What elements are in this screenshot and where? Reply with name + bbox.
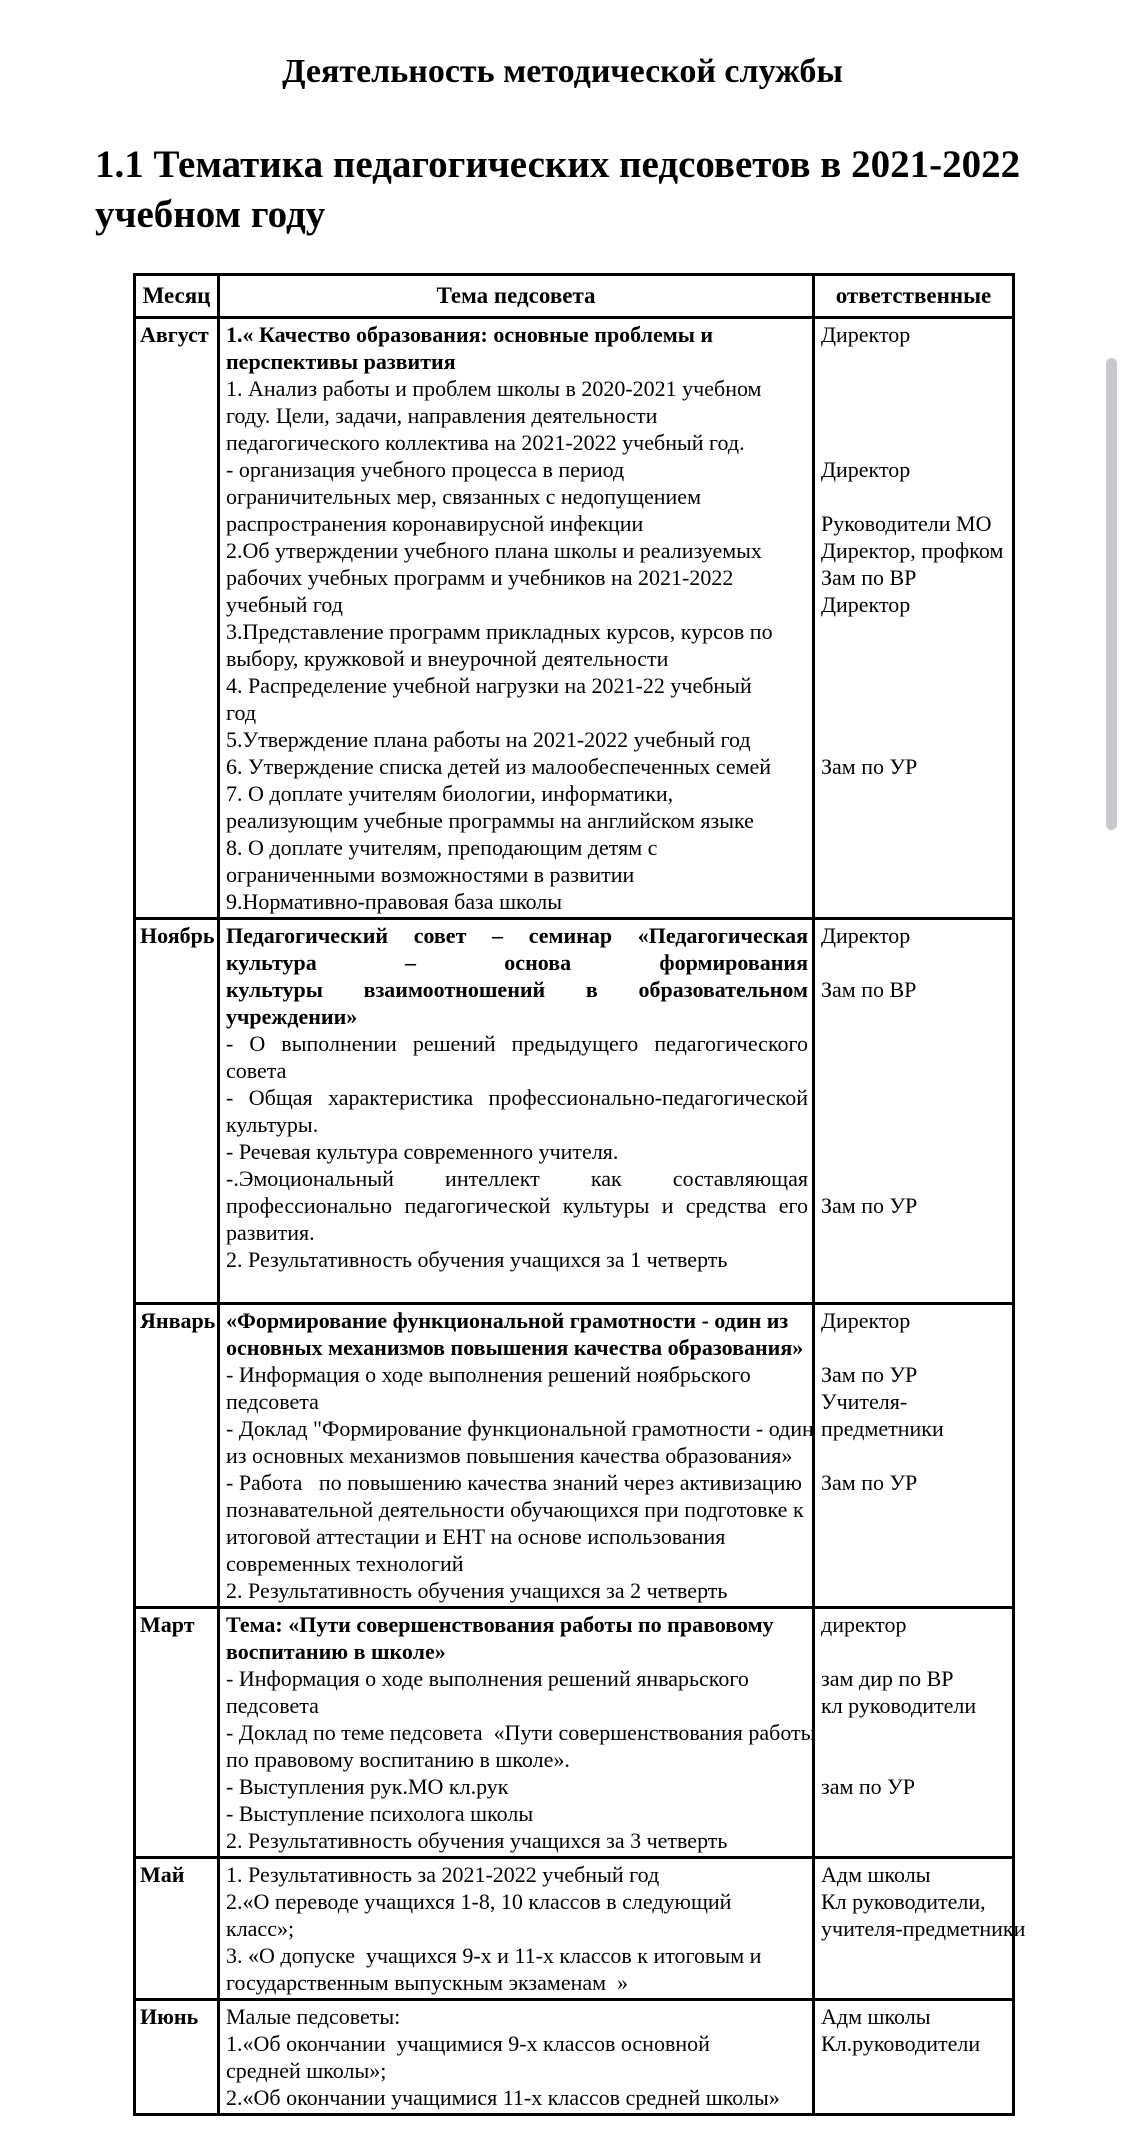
responsible-line xyxy=(821,1084,1008,1111)
responsible-line: Зам по УР xyxy=(821,1470,918,1495)
responsible-line: предметники xyxy=(821,1416,944,1441)
topic-line: воспитанию в школе» xyxy=(226,1639,446,1664)
topic-line: профессионально педагогической культуры и средства его xyxy=(226,1193,808,1218)
responsible-line: Зам по ВР xyxy=(821,565,917,590)
responsible-line: кл руководители xyxy=(821,1693,977,1718)
month-cell: Ноябрь xyxy=(135,919,219,1304)
table-header-row xyxy=(135,275,1014,318)
topic-line: - организация учебного процесса в период xyxy=(226,457,625,482)
topic-line: средней школы»; xyxy=(226,2058,387,2083)
responsible-cell xyxy=(814,1304,1014,1608)
topic-line: распространения коронавирусной инфекции xyxy=(226,511,644,536)
responsible-line xyxy=(821,1138,1008,1165)
topic-line: 1. Анализ работы и проблем школы в 2020-2021 учебном xyxy=(226,376,762,401)
topic-line: 6. Утверждение списка детей из малообеспеченных семей xyxy=(226,754,772,779)
topic-line: Малые педсоветы: xyxy=(226,2004,401,2029)
topic-cell xyxy=(219,919,814,1304)
topic-line: перспективы развития xyxy=(226,349,456,374)
topic-line: учебный год xyxy=(226,592,343,617)
topic-line: ограниченными возможностями в развитии xyxy=(226,862,635,887)
responsible-line: Зам по ВР xyxy=(821,977,917,1002)
responsible-line xyxy=(821,1442,1008,1469)
responsible-line: Руководители МО xyxy=(821,511,992,536)
topic-line: по правовому воспитанию в школе». xyxy=(226,1747,570,1772)
responsible-line xyxy=(821,699,1008,726)
topic-line: 3.Представление программ прикладных курсов, курсов по xyxy=(226,619,773,644)
responsible-line: Директор xyxy=(821,592,911,617)
responsible-line xyxy=(821,429,1008,456)
topic-line: 2.Об утверждении учебного плана школы и реализуемых xyxy=(226,538,762,563)
responsible-cell xyxy=(814,318,1014,919)
table-row xyxy=(135,1608,1014,1858)
topic-line: развития. xyxy=(226,1220,315,1245)
responsible-line: Директор xyxy=(821,923,911,948)
topic-line: современных технологий xyxy=(226,1551,464,1576)
topic-line: - Выступления рук.МО кл.рук xyxy=(226,1774,509,1799)
topic-line: «Формирование функциональной грамотности - один из xyxy=(226,1308,789,1333)
responsible-line xyxy=(821,672,1008,699)
topic-cell xyxy=(219,2000,814,2115)
topic-line: 2. Результативность обучения учащихся за 2 четверть xyxy=(226,1578,728,1603)
topic-line: - Выступление психолога школы xyxy=(226,1801,534,1826)
topic-line: 7. О доплате учителям биологии, информатики, xyxy=(226,781,674,806)
responsible-line xyxy=(821,1746,1008,1773)
topic-line: культуры взаимоотношений в образовательном xyxy=(226,977,808,1002)
responsible-line xyxy=(821,375,1008,402)
topic-line: 2.«О переводе учащихся 1-8, 10 классов в следующий xyxy=(226,1889,732,1914)
topic-line: 2. Результативность обучения учащихся за 3 четверть xyxy=(226,1828,728,1853)
topic-line: основных механизмов повышения качества образования» xyxy=(226,1335,804,1360)
responsible-line xyxy=(821,483,1008,510)
month-cell: Январь xyxy=(135,1304,219,1608)
topic-line: год xyxy=(226,700,257,725)
responsible-line: Директор xyxy=(821,1308,911,1333)
topic-line: культуры. xyxy=(226,1112,319,1137)
responsible-cell xyxy=(814,1608,1014,1858)
pedcouncil-table xyxy=(133,273,1026,2116)
topic-line: 1.« Качество образования: основные проблемы и xyxy=(226,322,714,347)
responsible-line xyxy=(821,1003,1008,1030)
topic-line: 2. Результативность обучения учащихся за 1 четверть xyxy=(226,1247,728,1272)
topic-line: -.Эмоциональный интеллект как составляющая xyxy=(226,1166,808,1191)
responsible-line: зам дир по ВР xyxy=(821,1666,954,1691)
responsible-line xyxy=(821,1719,1008,1746)
responsible-line xyxy=(821,402,1008,429)
topic-line: году. Цели, задачи, направления деятельности xyxy=(226,403,658,428)
responsible-line xyxy=(821,949,1008,976)
responsible-line: учителя-предметники xyxy=(821,1916,1026,1941)
topic-line: - Доклад "Формирование функциональной грамотности - один xyxy=(226,1416,814,1441)
header-responsible: ответственные xyxy=(814,275,1014,318)
topic-line: культура – основа формирования xyxy=(226,950,808,975)
topic-line: - О выполнении решений предыдущего педагогического xyxy=(226,1031,808,1056)
topic-line: 2.«Об окончании учащимися 11-х классов средней школы» xyxy=(226,2085,780,2110)
topic-line: познавательной деятельности обучающихся при подготовке к xyxy=(226,1497,804,1522)
responsible-line xyxy=(821,348,1008,375)
topic-line: 1. Результативность за 2021-2022 учебный год xyxy=(226,1862,660,1887)
responsible-cell xyxy=(814,2000,1014,2115)
topic-line: Тема: «Пути совершенствования работы по правовому xyxy=(226,1612,774,1637)
responsible-line: Адм школы xyxy=(821,1862,931,1887)
topic-line: 1.«Об окончании учащимися 9-х классов основной xyxy=(226,2031,710,2056)
month-cell: Август xyxy=(135,318,219,919)
topic-line: - Речевая культура современного учителя. xyxy=(226,1139,619,1164)
responsible-line: Кл.руководители xyxy=(821,2031,981,2056)
topic-cell xyxy=(219,1304,814,1608)
responsible-line: Директор xyxy=(821,322,911,347)
topic-line: 9.Нормативно-правовая база школы xyxy=(226,889,563,914)
responsible-line: Директор xyxy=(821,457,911,482)
responsible-line: зам по УР xyxy=(821,1774,915,1799)
topic-line: - Работа по повышению качества знаний через активизацию xyxy=(226,1470,802,1495)
table-row xyxy=(135,1304,1014,1608)
responsible-line xyxy=(821,1057,1008,1084)
scrollbar-thumb[interactable] xyxy=(1106,358,1117,830)
responsible-line: Кл руководители, xyxy=(821,1889,986,1914)
topic-cell xyxy=(219,1608,814,1858)
responsible-line xyxy=(821,1638,1008,1665)
table-body xyxy=(135,318,1026,2115)
responsible-line: Учителя- xyxy=(821,1389,908,1414)
responsible-line: Зам по УР xyxy=(821,1193,918,1218)
table-row xyxy=(135,919,1014,1304)
topic-line: совета xyxy=(226,1058,287,1083)
responsible-line: Зам по УР xyxy=(821,754,918,779)
responsible-line xyxy=(821,1334,1008,1361)
header-month: Месяц xyxy=(135,275,219,318)
topic-line: - Информация о ходе выполнения решений январьского xyxy=(226,1666,749,1691)
responsible-cell xyxy=(814,1858,1026,2000)
responsible-line xyxy=(821,645,1008,672)
topic-line: педсовета xyxy=(226,1693,319,1718)
topic-line: педагогического коллектива на 2021-2022 учебный год. xyxy=(226,430,745,455)
section-heading: 1.1 Тематика педагогических педсоветов в 2021-2022 учебном году xyxy=(95,143,1021,236)
topic-line: 3. «О допуске учащихся 9-х и 11-х классов к итоговым и xyxy=(226,1943,762,1968)
topic-cell xyxy=(219,318,814,919)
topic-line: реализующим учебные программы на английском языке xyxy=(226,808,754,833)
responsible-cell xyxy=(814,919,1014,1304)
month-cell: Май xyxy=(135,1858,219,2000)
responsible-line xyxy=(821,1111,1008,1138)
topic-line: 4. Распределение учебной нагрузки на 2021-22 учебный xyxy=(226,673,752,698)
topic-line: 8. О доплате учителям, преподающим детям с xyxy=(226,835,658,860)
responsible-line: Директор, профком xyxy=(821,538,1004,563)
topic-cell xyxy=(219,1858,814,2000)
topic-line: итоговой аттестации и ЕНТ на основе использования xyxy=(226,1524,726,1549)
topic-line: ограничительных мер, связанных с недопущением xyxy=(226,484,701,509)
topic-line: педсовета xyxy=(226,1389,319,1414)
topic-line: Педагогический совет – семинар «Педагогическая xyxy=(226,923,808,948)
topic-line: учреждении» xyxy=(226,1004,358,1029)
header-topic: Тема педсовета xyxy=(219,275,814,318)
month-cell: Июнь xyxy=(135,2000,219,2115)
responsible-line xyxy=(821,1165,1008,1192)
topic-line: - Общая характеристика профессионально-педагогической xyxy=(226,1085,808,1110)
topic-line: класс»; xyxy=(226,1916,295,1941)
responsible-line: Зам по УР xyxy=(821,1362,918,1387)
topic-line: рабочих учебных программ и учебников на 2021-2022 xyxy=(226,565,734,590)
topic-line: - Доклад по теме педсовета «Пути совершенствования работы xyxy=(226,1720,816,1745)
topic-line: 5.Утверждение плана работы на 2021-2022 учебный год xyxy=(226,727,751,752)
topic-line: из основных механизмов повышения качества образования» xyxy=(226,1443,793,1468)
topic-line: выбору, кружковой и внеурочной деятельности xyxy=(226,646,669,671)
responsible-line xyxy=(821,1030,1008,1057)
responsible-line: Адм школы xyxy=(821,2004,931,2029)
topic-line: государственным выпускным экзаменам » xyxy=(226,1970,629,1995)
topic-line xyxy=(226,1273,808,1300)
table-row xyxy=(135,318,1014,919)
responsible-line xyxy=(821,618,1008,645)
table-row xyxy=(135,2000,1014,2115)
month-cell: Март xyxy=(135,1608,219,1858)
table-row xyxy=(135,1858,1014,2000)
responsible-line: директор xyxy=(821,1612,907,1637)
topic-line: - Информация о ходе выполнения решений ноябрьского xyxy=(226,1362,751,1387)
responsible-line xyxy=(821,726,1008,753)
document-title: Деятельность методической службы xyxy=(282,53,843,90)
table-header xyxy=(135,275,1014,318)
